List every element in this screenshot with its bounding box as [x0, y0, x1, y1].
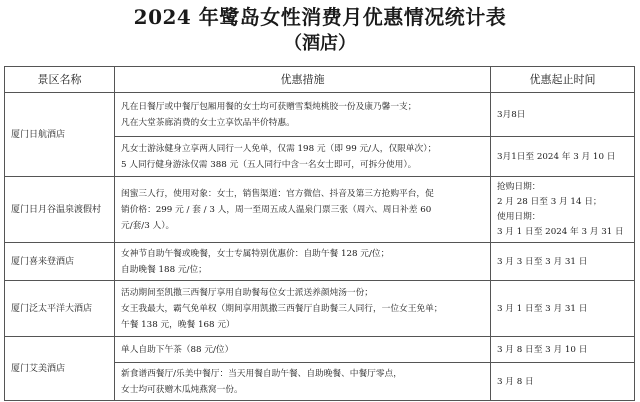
measure-line: 5 人同行健身游泳仅需 388 元（五人同行中含一名女士即可，可拆分使用）。	[121, 159, 417, 170]
period-line: 3 月 1 日至 2024 年 3 月 31 日	[497, 226, 624, 237]
promotion-period	[491, 137, 635, 177]
promotion-period	[491, 93, 635, 137]
period-line: 3 月 1 日至 3 月 31 日	[497, 303, 588, 314]
period-line: 使用日期：	[497, 211, 541, 222]
venue-name: 厦门泛太平洋大酒店	[5, 281, 115, 337]
period-line: 3月1日至 2024 年 3 月 10 日	[497, 151, 616, 162]
promotion-measure	[115, 281, 491, 337]
measure-line: 凡女士游泳健身立享两人同行一人免单，仅需 198 元（即 99 元/人，仅限单次）；	[121, 143, 437, 154]
promotion-measure	[115, 243, 491, 281]
measure-line: 单人自助下午茶（88 元/位）	[121, 344, 234, 355]
measure-line: 活动期间至凯撒三西餐厅享用自助餐每位女士派送养颜炖汤一份；	[121, 287, 373, 298]
table-row	[5, 281, 635, 337]
period-line: 3月8日	[497, 109, 526, 120]
document-subtitle: （酒店）	[284, 33, 356, 54]
measure-line: 凡在日餐厅或中餐厅包厢用餐的女士均可获赠雪梨炖桃胶一份及康乃馨一支；	[121, 101, 417, 112]
promotion-period	[491, 337, 635, 363]
measure-line: 凡在大堂茶廊消费的女士立享饮品半价特惠。	[121, 117, 295, 128]
promotion-measure	[115, 137, 491, 177]
measure-line: 自助晚餐 188 元/位；	[121, 264, 207, 275]
table-row	[5, 93, 635, 137]
measure-line: 女士均可获赠木瓜炖燕窝一份。	[121, 384, 243, 395]
table-row	[5, 243, 635, 281]
period-line: 3 月 8 日至 3 月 10 日	[497, 344, 588, 355]
header-measure: 优惠措施	[115, 67, 491, 93]
promotion-measure	[115, 93, 491, 137]
measure-line: 闺蜜三人行，使用对象：女士，销售渠道：官方微信、抖音及第三方抢购平台，促	[121, 188, 434, 199]
header-period: 优惠起止时间	[491, 67, 635, 93]
measure-line: 元/套/3 人）。	[121, 220, 175, 231]
promotion-period	[491, 243, 635, 281]
promotion-measure	[115, 337, 491, 363]
document-title: 2024 年鹭岛女性消费月优惠情况统计表	[133, 5, 507, 29]
promotion-period	[491, 363, 635, 401]
promotion-period	[491, 281, 635, 337]
promotion-measure	[115, 177, 491, 243]
measure-line: 女王我最大，霸气免单权（期间享用凯撒三西餐厅自助餐三人同行，一位女王免单；	[121, 303, 443, 314]
measure-line: 新食谱西餐厅/乐美中餐厅：当天用餐自助午餐、自助晚餐、中餐厅零点，	[121, 368, 402, 379]
header-venue: 景区名称	[5, 67, 115, 93]
venue-name: 厦门艾美酒店	[5, 337, 115, 401]
measure-line: 女神节自助午餐或晚餐，女士专属特别优惠价：自助午餐 128 元/位；	[121, 248, 390, 259]
period-line: 抢购日期：	[497, 181, 541, 192]
venue-name: 厦门日月谷温泉渡假村	[5, 177, 115, 243]
period-line: 2 月 28 日至 3 月 14 日；	[497, 196, 602, 207]
period-line: 3 月 8 日	[497, 376, 534, 387]
promotion-measure	[115, 363, 491, 401]
table-row	[5, 177, 635, 243]
table-row	[5, 337, 635, 363]
measure-line: 销价格：299 元 / 套 / 3 人，周一至周五成人温泉门票三张（周六、周日补差 60	[121, 204, 432, 215]
promotion-table	[4, 66, 635, 401]
period-line: 3 月 3 日至 3 月 31 日	[497, 256, 588, 267]
table-header-row	[5, 67, 635, 93]
venue-name: 厦门日航酒店	[5, 93, 115, 177]
measure-line: 午餐 138 元，晚餐 168 元）	[121, 319, 235, 330]
venue-name: 厦门喜来登酒店	[5, 243, 115, 281]
promotion-period	[491, 177, 635, 243]
